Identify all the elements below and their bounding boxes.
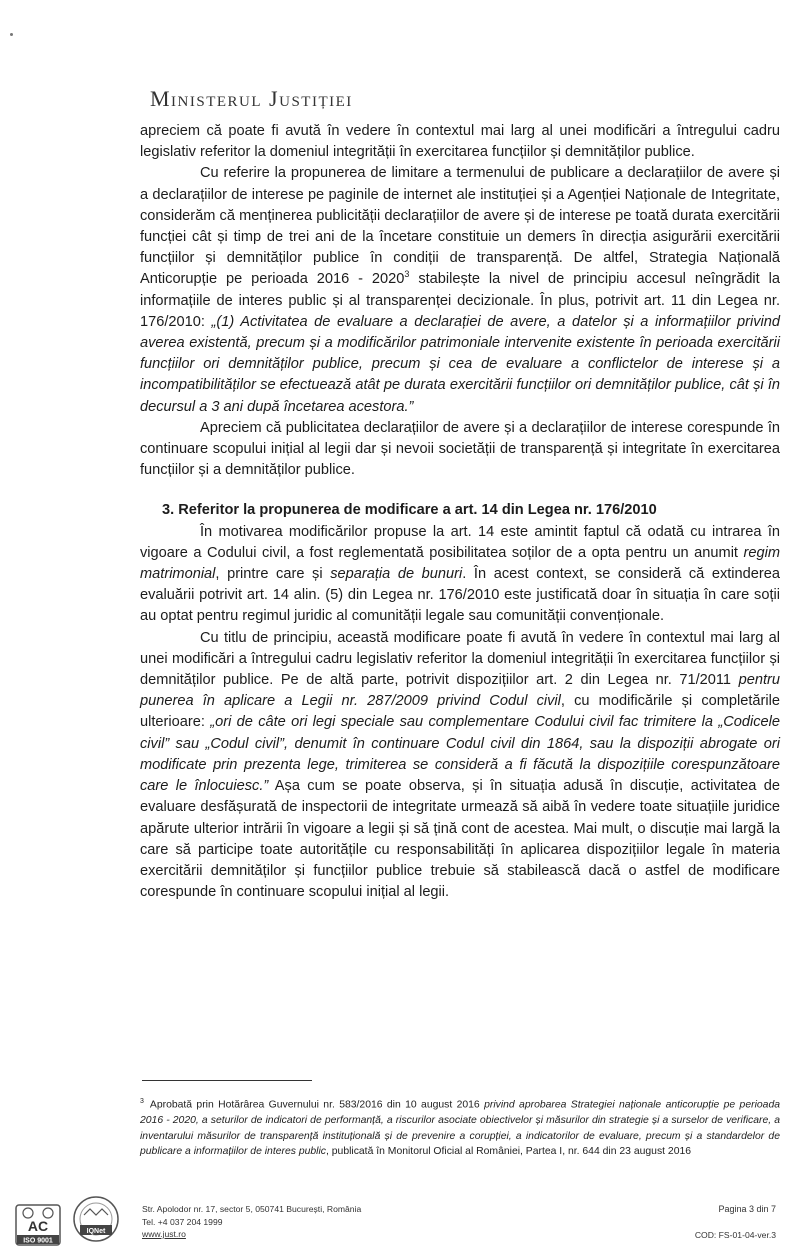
paragraph-2 (140, 163, 780, 417)
website-link[interactable]: www.just.ro (142, 1229, 186, 1239)
paragraph-4-text-end: . În acest context, se consideră că extinderea evaluării potrivit art. 14 alin. (5) din Legea nr. 176/2010 este justificată doar în situația în care soții au optat pentru regimul juridic al comunității legale sau comunității convenționale. (140, 566, 780, 625)
footer-address (142, 1203, 361, 1241)
page-number: Pagina 3 din 7 (718, 1204, 776, 1214)
logo-iqnet-text: IQNet (86, 1228, 106, 1235)
footnote-ref-3: 3 (404, 269, 410, 280)
paragraph-5-text-mid: , cu modificările și completările ulterioare: (140, 693, 780, 731)
document-body (140, 121, 780, 903)
paragraph-1 (140, 121, 780, 163)
logo-ac-text: AC (27, 1218, 49, 1234)
paragraph-3 (140, 418, 780, 482)
footnote-number: 3 (140, 1098, 144, 1105)
footnote-text-end: , publicată în Monitorul Oficial al României, Partea I, nr. 644 din 23 august 2016 (325, 1146, 692, 1158)
page-footer (0, 1195, 800, 1250)
law-quote-art-2: „ori de câte ori legi speciale sau complementare Codului civil fac trimitere la „Codicele civil” sau „Codul civil”, denumit în continuare Codul civil din 1864, sau la dispoziții abrogate ori modificate prin prezenta lege, trimiterea se consideră a fi făcută la dispozițiile corespunzătoare care le înlocuiesc.” (140, 714, 780, 795)
separatia-de-bunuri-term: separația de bunuri (330, 566, 463, 583)
logo-iso-text: ISO 9001 (23, 1237, 53, 1245)
document-code: COD: FS-01-04-ver.3 (694, 1230, 776, 1240)
footnote-strategy-title: privind aprobarea Strategiei naționale anticorupție pe perioada 2016 - 2020, a seturilor de indicatori de performanță, a riscurilor asociate obiectivelor și măsurilor din strategie și a surselor de verificare, a inventarului măsurilor de transparență instituțională și de prevenire a corupției, a indicatorilor de evaluare, precum și a standardelor de publicare a informațiilor de interes public (140, 1099, 781, 1158)
section-heading-3: 3. Referitor la propunerea de modificare a art. 14 din Legea nr. 176/2010 (162, 502, 657, 519)
footnote-text: Aprobată prin Hotărârea Guvernului nr. 583/2016 din 10 august 2016 (149, 1099, 485, 1111)
address-line: Str. Apolodor nr. 17, sector 5, 050741 București, România (142, 1204, 362, 1214)
law-title-71-2011: pentru punerea în aplicare a Legii nr. 287/2009 privind Codul civil (140, 672, 780, 710)
paragraph-5-text-end: Așa cum se poate observa, și în situația adusă în discuție, activitatea de evaluare desfășurată de inspectorii de integritate urmează să aibă în vedere toate situațiile juridice apărute ulterior intrării în vigoare a legii și să țină cont de acestea. Mai mult, o discuție mai largă la care să participe toate autoritățile cu responsabilități în aplicarea dispozițiilor legale în materia exercitării demnităților și funcțiilor publice trebuie să stabilească dacă o astfel de modificare corespunde în continuare scopului inițial al legii. (140, 778, 780, 901)
paragraph-3-text: Apreciem că publicitatea declarațiilor de avere și a declarațiilor de interese corespunde în continuare scopului inițial al legii dar și nevoii societății de transparență și integritate în exercitarea funcțiilor și a demnităților publice. (140, 419, 780, 479)
scan-speck (10, 33, 13, 36)
paragraph-4-text: În motivarea modificărilor propuse la art. 14 este amintit faptul că odată cu intrarea în vigoare a Codului civil, a fost reglementată posibilitatea soților de a opta pentru un anumit (140, 523, 780, 561)
regim-matrimonial-term: regim matrimonial (140, 544, 780, 583)
footnote-separator (142, 1080, 312, 1081)
paragraph-1-text: apreciem că poate fi avută în vedere în contextul mai larg al unei modificări a întregului cadru legislativ referitor la domeniul integrității în exercitarea funcțiilor și demnităților publice. (140, 123, 780, 161)
paragraph-4-text-mid: , printre care și (215, 566, 331, 583)
paragraph-5-text: Cu titlu de principiu, această modificare poate fi avută în vedere în contextul mai larg al unei modificări a întregului cadru legislativ referitor la domeniul integrității în exercitarea funcțiilor și demnităților publice. Pe de altă parte, potrivit dispozițiilor art. 2 din Legea nr. 71/2011 (140, 629, 780, 689)
paragraph-4 (140, 522, 780, 628)
law-quote-art-11: „(1) Activitatea de evaluare a declarației de avere, a datelor și a informațiilor privind averea existentă, precum și a modificărilor patrimoniale intervenite existente în perioada exercitării funcțiilor ori demnităților publice, precum și cea de evaluare a conflictelor de interese și a incompatibilităților se efectuează atât pe durata exercitării funcțiilor ori demnităților publice, cât și în decursul a 3 ani după încetarea acestora.” (140, 313, 780, 415)
paragraph-5 (140, 628, 780, 904)
certification-logos-icon (14, 1195, 128, 1247)
ministry-header: Ministerul Justiției (150, 86, 353, 111)
phone-line: Tel. +4 037 204 1999 (142, 1216, 223, 1227)
footnote-3 (140, 1094, 780, 1160)
paragraph-2-text: Cu referire la propunerea de limitare a termenului de publicare a declarațiilor de avere și a declarațiilor de interese pe paginile de internet ale instituției și a Agenției Naționale de Integritate, considerăm că menținerea publicității declarațiilor de avere și de interese pe toată durata exercitării funcției cât și timp de trei ani de la încetare constituie un demers în direcția asigurării exercitării funcțiilor și demnităților publice în condiții de transparență. De altfel, Strategia Națională Anticorupție pe perioada 2016 - 2020 (140, 165, 780, 288)
paragraph-2-text-cont: stabilește la nivel de principiu accesul neîngrădit la informațiile de interes public și al transparenței decizionale. În plus, potrivit art. 11 din Legea nr. 176/2010: (140, 271, 780, 330)
section-gap (140, 481, 780, 500)
